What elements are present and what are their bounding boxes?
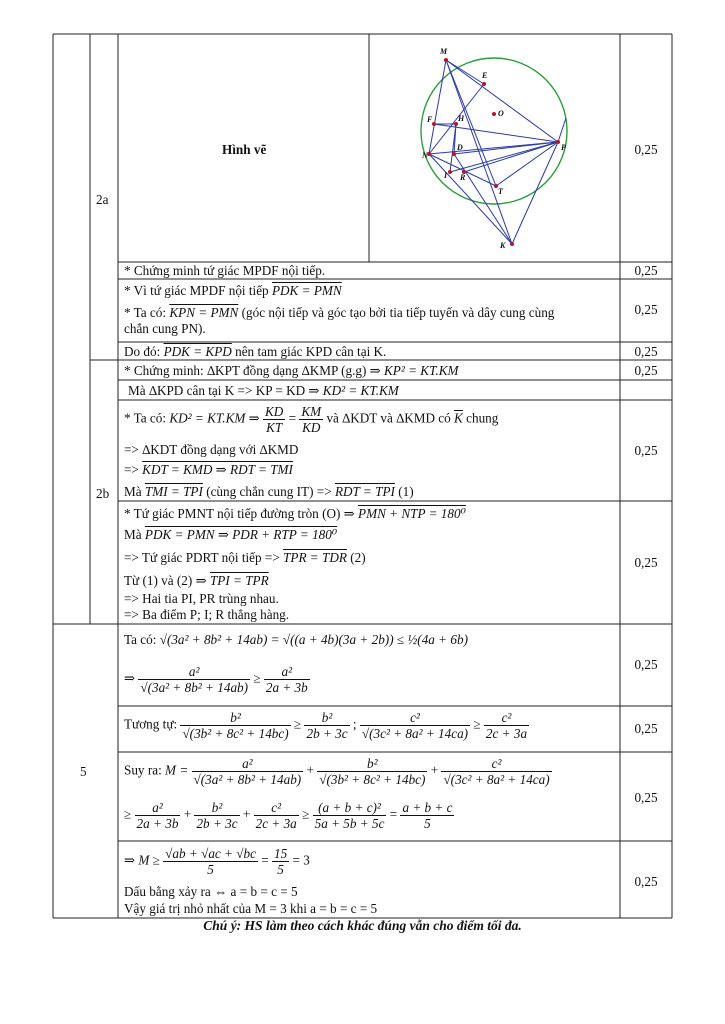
line-19: Tương tự: $\frac{\text{b²}}{\text{√(3b² + 8c² + 14bc)}}$ ≥ $\frac{\text{b²}}{2b + 3c}$ ; $\frac{\text{c²}}{\text{√(3c² + 8a² + 14ca)}}$ ≥ $\frac{\text{c²}}{2c + 3a}$: [124, 710, 528, 742]
line-6: Mà ∆KPD cân tại K => KP = KD ⇒ KD² = KT.KM: [128, 383, 399, 398]
figure-point-label: E: [482, 71, 488, 80]
geometry-figure: [370, 36, 620, 262]
score-2: 0,25: [634, 302, 658, 317]
figure-label: Hình vẽ: [222, 142, 267, 157]
line-4: Do đó: PDK = KPD nên tam giác KPD cân tại K.: [124, 344, 387, 359]
figure-point-label: M: [440, 47, 448, 56]
figure-point-label: F: [427, 115, 433, 124]
line-8: => ∆KDT đồng dạng với ∆KMD: [124, 442, 299, 457]
line-5: * Chứng minh: ∆KPT đồng dạng ∆KMP (g.g) ⇒ KP² = KT.KM: [124, 363, 459, 378]
score-3: 0,25: [634, 344, 658, 359]
line-17: Ta có: √(3a² + 8b² + 14ab) = √((a + 4b)(3a + 2b)) ≤ ½(4a + 6b): [124, 632, 468, 647]
row-label-2a: 2a: [96, 192, 109, 207]
figure-point-label: H: [458, 114, 465, 123]
line-3c: chắn cung PN).: [124, 321, 206, 336]
figure-point-label: N: [422, 151, 428, 160]
line-7: * Ta có: KD² = KT.KM ⇒ $\frac{KD}{KT}$ = $\frac{KM}{KD}$ và ∆KDT và ∆KMD có $\overline{K}$ chung: [124, 404, 499, 436]
line-13: => Tứ giác PDRT nội tiếp => TPR = TDR (2): [124, 550, 366, 565]
line-14: Từ (1) và (2) ⇒ TPI = TPR: [124, 573, 269, 588]
line-9: => KDT = KMD ⇒ RDT = TMI: [124, 462, 293, 477]
row-label-5: 5: [80, 764, 87, 779]
score-6: 0,25: [634, 555, 658, 570]
figure-point-label: O: [498, 109, 504, 118]
math-pdk-pmn: PDK = PMN: [271, 283, 342, 298]
score-1: 0,25: [634, 263, 658, 278]
line-15: => Hai tia PI, PR trùng nhau.: [124, 591, 279, 606]
line-20: Suy ra: M = $\frac{\text{a²}}{\text{√(3a² + 8b² + 14ab)}}$ + $\frac{\text{b²}}{\text{√(3b² + 8c² + 14bc)}}$ + $\frac{\text{c²}}{\text{√(3c² + 8a² + 14ca)}}$: [124, 756, 550, 788]
line-23: Dấu bằng xảy ra ⇔ a = b = c = 5: [124, 884, 298, 899]
score-5: 0,25: [634, 443, 658, 458]
line-22: ⇒ M ≥ $\frac{√ab + √ac + √bc}{5}$ = $\frac{15}{5}$ = 3: [124, 846, 310, 878]
figure-point-label: T: [498, 187, 503, 196]
line-18: ⇒ $\frac{\text{a²}}{\text{√(3a² + 8b² + 14ab)}}$ ≥ $\frac{\text{a²}}{2a + 3b}$: [124, 664, 308, 696]
line-16: => Ba điểm P; I; R thẳng hàng.: [124, 607, 290, 622]
score-9: 0,25: [634, 790, 658, 805]
figure-point-label: K: [500, 241, 506, 250]
line-2: * Vì tứ giác MPDF nội tiếp PDK = PMN: [124, 283, 342, 298]
score-4: 0,25: [634, 363, 658, 378]
score-8: 0,25: [634, 721, 658, 736]
figure-point-label: D: [457, 143, 463, 152]
score-0: 0,25: [634, 142, 658, 157]
figure-point-label: I: [444, 171, 448, 180]
footer-note: Chú ý: HS làm theo cách khác đúng vẫn cho điểm tối đa.: [203, 918, 522, 933]
line-24: Vậy giá trị nhỏ nhất của M = 3 khi a = b = c = 5: [124, 901, 378, 916]
score-7: 0,25: [634, 657, 658, 672]
line-3: * Ta có: KPN = PMN (góc nội tiếp và góc tạo bởi tia tiếp tuyến và dây cung cùng: [124, 305, 555, 320]
row-label-2b: 2b: [96, 486, 110, 501]
line-21: ≥ $\frac{\text{a²}}{2a + 3b}$ + $\frac{\text{b²}}{2b + 3c}$ + $\frac{\text{c²}}{2c + 3a}$ ≥ $\frac{\text{(a + b + c)²}}{5a + 5b + 5c}$ = $\frac{a + b + c}{5}$: [124, 800, 453, 832]
line-12: Mà PDK = PMN ⇒ PDR + RTP = 180⁰: [124, 527, 338, 542]
figure-lines: [429, 60, 566, 244]
figure-point-label: P: [561, 143, 566, 152]
score-10: 0,25: [634, 874, 658, 889]
figure-point-label: R: [460, 173, 466, 182]
line-1: * Chứng minh tứ giác MPDF nội tiếp.: [124, 263, 326, 278]
line-10: Mà TMI = TPI (cùng chắn cung IT) => RDT = TPI (1): [124, 484, 414, 499]
line-11: * Tứ giác PMNT nội tiếp đường tròn (O) ⇒ PMN + NTP = 180⁰: [124, 506, 466, 521]
